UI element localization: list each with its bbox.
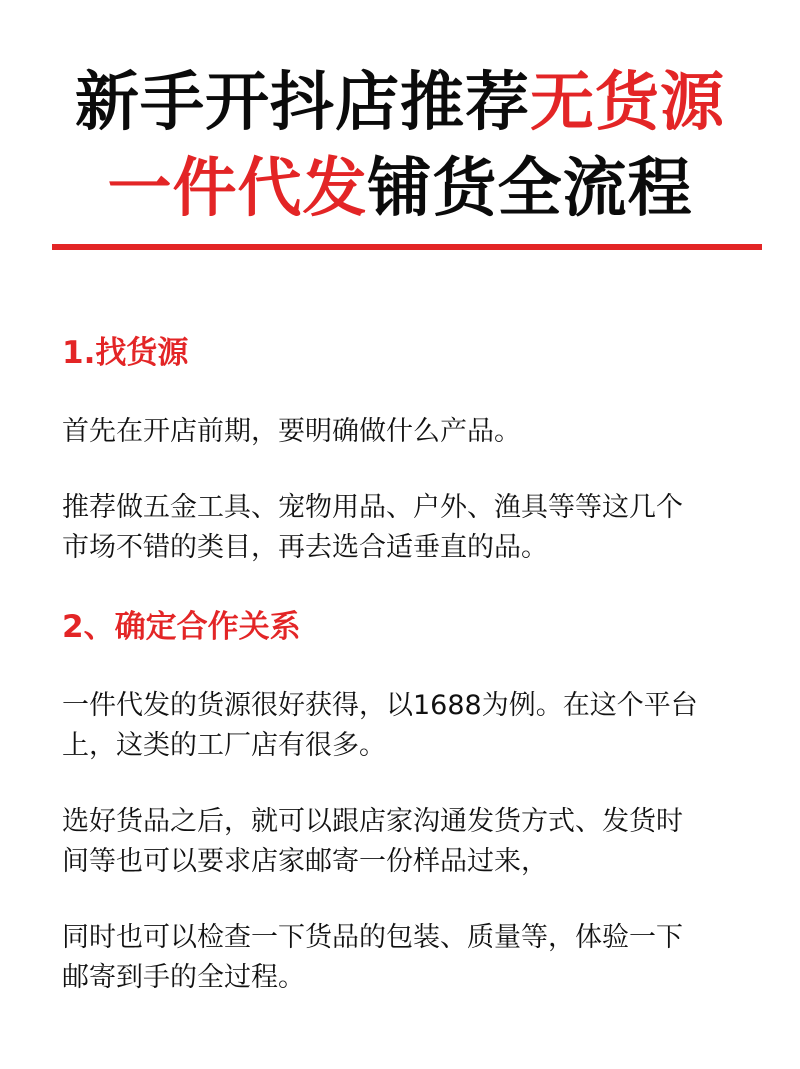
section-1-paragraph-1 [62, 412, 752, 452]
paragraph-line: 同时也可以检查一下货品的包装、质量等，体验一下 [62, 922, 683, 953]
section-heading-1: 1.找货源 [62, 335, 189, 371]
paragraph-line: 市场不错的类目，再去选合适垂直的品。 [62, 532, 548, 563]
paragraph-line: 间等也可以要求店家邮寄一份样品过来， [62, 846, 548, 877]
section-2-paragraph-2 [62, 802, 752, 882]
title-line-1-main: 新手开抖店推荐 [75, 66, 530, 140]
section-2-paragraph-3 [62, 918, 752, 998]
paragraph-line: 首先在开店前期，要明确做什么产品。 [62, 416, 521, 447]
title-divider [52, 244, 762, 250]
section-2-paragraph-1 [62, 686, 752, 766]
title-line-1 [0, 60, 800, 146]
page-title [0, 60, 800, 232]
title-line-2 [0, 146, 800, 232]
section-1-paragraph-2 [62, 488, 752, 568]
title-line-2-accent: 一件代发 [107, 152, 368, 226]
paragraph-line: 一件代发的货源很好获得，以1688为例。在这个平台 [62, 690, 698, 721]
content-body [62, 330, 752, 998]
paragraph-line: 推荐做五金工具、宠物用品、户外、渔具等等这几个 [62, 492, 683, 523]
paragraph-line: 上，这类的工厂店有很多。 [62, 730, 386, 761]
section-heading-2: 2、确定合作关系 [62, 609, 301, 645]
title-line-1-accent: 无货源 [530, 66, 725, 140]
paragraph-line: 邮寄到手的全过程。 [62, 962, 305, 993]
title-line-2-main: 铺货全流程 [367, 152, 693, 226]
paragraph-line: 选好货品之后，就可以跟店家沟通发货方式、发货时 [62, 806, 683, 837]
